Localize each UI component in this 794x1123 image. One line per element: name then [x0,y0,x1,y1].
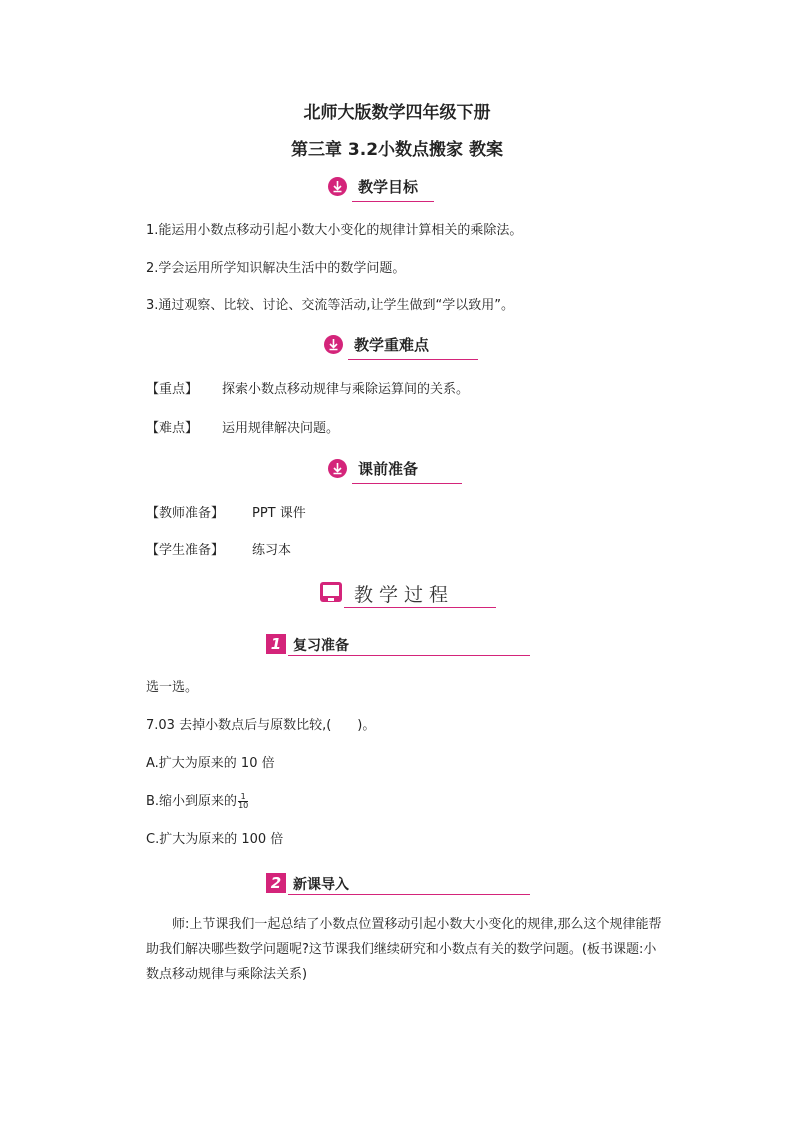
difficulty-label: 【难点】 [146,421,199,436]
intro-paragraph: 师:上节课我们一起总结了小数点位置移动引起小数大小变化的规律,那么这个规律能帮助我们解决哪些数学问题呢?这节课我们继续研究和小数点有关的数学问题。(板书课题:小数点移动规律与乘除法关系) [146,917,662,982]
option-a: A.扩大为原来的 10 倍 [146,756,275,771]
fraction [238,793,248,810]
review-intro: 选一选。 [146,680,199,695]
focus-text: 探索小数点移动规律与乘除运算间的关系。 [222,382,470,397]
heading-underline [344,607,496,608]
option-b-text: B.缩小到原来的 [146,794,238,809]
teacher-prep-text: PPT 课件 [252,506,306,521]
section-title: 教学目标 [358,178,419,196]
section-heading-process [316,578,496,608]
student-prep-label: 【学生准备】 [146,543,225,558]
down-arrow-icon [328,177,347,196]
monitor-icon [320,582,342,602]
document-title: 北师大版数学四年级下册 [303,103,491,123]
heading-underline [352,201,434,202]
option-b [146,793,248,811]
heading-underline [352,483,462,484]
down-arrow-icon [324,335,343,354]
heading-underline [348,359,478,360]
step-number-badge: 2 [266,873,286,893]
section-heading-key-points [324,334,478,360]
process-title: 教学过程 [354,584,455,606]
step-title: 新课导入 [293,877,349,893]
teacher-prep-label: 【教师准备】 [146,506,225,521]
focus-label: 【重点】 [146,382,199,397]
section-heading-preparation [328,458,462,484]
heading-underline [288,894,530,895]
step-heading-intro [266,873,530,895]
down-arrow-icon [328,459,347,478]
section-title: 教学重难点 [354,336,430,354]
step-heading-review [266,634,530,656]
goal-item: 3.通过观察、比较、讨论、交流等活动,让学生做到“学以致用”。 [146,298,515,313]
difficulty-text: 运用规律解决问题。 [222,421,340,436]
heading-underline [288,655,530,656]
section-title: 课前准备 [358,460,419,478]
document-subtitle: 第三章 3.2小数点搬家 教案 [291,140,503,160]
student-prep-text: 练习本 [252,543,292,558]
goal-item: 1.能运用小数点移动引起小数大小变化的规律计算相关的乘除法。 [146,223,523,238]
step-number-badge: 1 [266,634,286,654]
fraction-numerator: 1 [240,792,246,801]
step-title: 复习准备 [293,638,349,654]
section-heading-goals [328,176,434,202]
review-question: 7.03 去掉小数点后与原数比较,( )。 [146,718,376,733]
option-c: C.扩大为原来的 100 倍 [146,832,284,847]
goal-item: 2.学会运用所学知识解决生活中的数学问题。 [146,261,406,276]
fraction-denominator: 10 [238,801,249,810]
